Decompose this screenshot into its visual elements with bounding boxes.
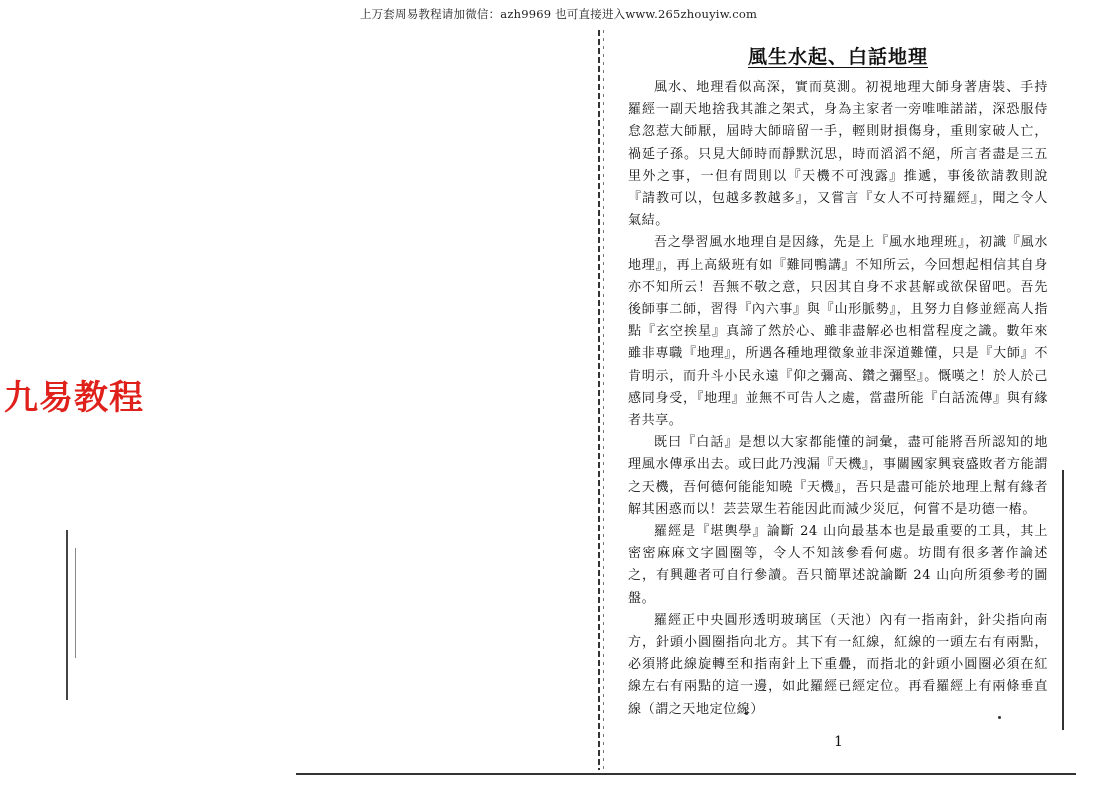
- page-number: 1: [834, 734, 843, 750]
- paragraph: 風水、地理看似高深，實而莫測。初視地理大師身著唐裝、手持羅經一副天地捨我其誰之架式，身為主家者一旁唯唯諾諾，深恐服侍怠忽惹大師厭，屆時大師暗留一手，輕則財損傷身，重則家破人亡，禍延子孫。只見大師時而靜默沉思，時而滔滔不絕，所言者盡是三五里外之事，一但有問則以『天機不可洩露』推遞，事後欲請教則說『請教可以，包越多教越多』，又嘗言『女人不可持羅經』，聞之令人氣結。: [628, 80, 1048, 229]
- scan-artifact-line: [296, 773, 1076, 775]
- scan-artifact-line: [1062, 470, 1064, 730]
- page-gutter: [603, 30, 604, 770]
- scan-artifact-line: [75, 548, 76, 658]
- header-banner: 上万套周易教程请加微信：azh9969 也可直接进入www.265zhouyiw.com: [359, 7, 758, 21]
- scan-artifact-line: [66, 530, 68, 700]
- page-gutter: [598, 30, 600, 770]
- paragraph: 羅經是『堪輿學』論斷 24 山向最基本也是最重要的工具，其上密密麻麻文字圓圈等，令人不知該參看何處。坊間有很多著作論述之，有興趣者可自行參讀。吾只簡單述說論斷 24 山向所須參考的圖盤。: [628, 524, 1048, 606]
- page-title: 風生水起、白話地理: [747, 46, 928, 68]
- paragraph: 既曰『白話』是想以大家都能懂的詞彙，盡可能將吾所認知的地理風水傳承出去。或曰此乃洩漏『天機』，事關國家興衰盛敗者方能謂之天機，吾何德何能能知曉『天機』，吾只是盡可能於地理上幫有緣者解其困惑而以！芸芸眾生若能因此而減少災厄，何嘗不是功德一樁。: [628, 435, 1048, 517]
- document-page: [628, 42, 1048, 721]
- paragraph: 吾之學習風水地理自是因緣，先是上『風水地理班』，初識『風水地理』，再上高級班有如『難同鴨講』不知所云，今回想起相信其自身亦不知所云！吾無不敬之意，只因其自身不求甚解或欲保留吧。吾先後師事二師，習得『內六事』與『山形脈勢』，且努力自修並經高人指點『玄空挨星』真諦了然於心、雖非盡解必也相當程度之識。數年來雖非專職『地理』，所遇各種地理徵象並非深道難懂，只是『大師』不肯明示，而升斗小民永遠『仰之彌高、鑽之彌堅』。慨嘆之！於人於己感同身受，『地理』並無不可告人之處，當盡所能『白話流傳』與有緣者共享。: [628, 235, 1048, 429]
- paragraph: 羅經正中央圓形透明玻璃匡（天池）內有一指南針，針尖指向南方，針頭小圓圈指向北方。其下有一紅線，紅線的一頭左右有兩點，必須將此線旋轉至和指南針上下重疊，而指北的針頭小圓圈必須在紅線左右有兩點的這一邊，如此羅經已經定位。再看羅經上有兩條垂直線（謂之天地定位線）: [628, 612, 1048, 717]
- watermark-logo: 九易教程: [4, 378, 144, 418]
